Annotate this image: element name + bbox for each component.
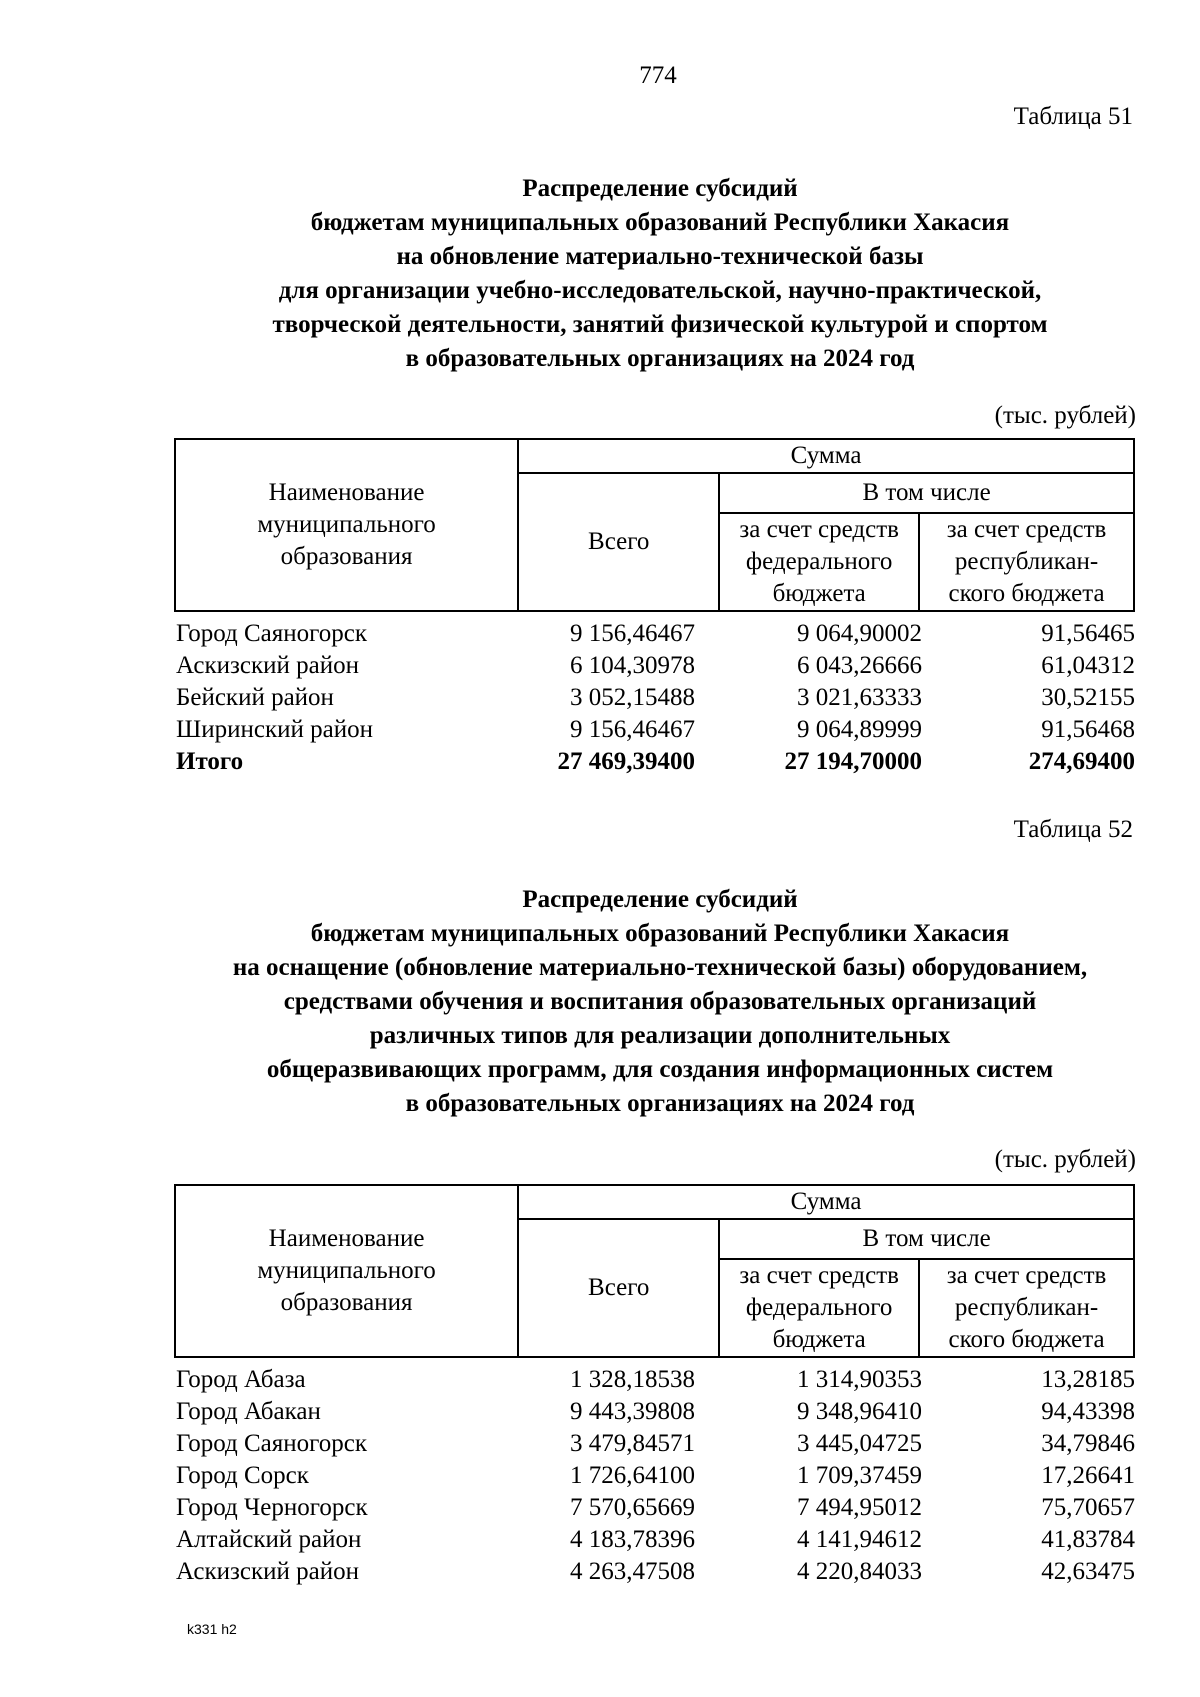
title-line: в образовательных организациях на 2024 год <box>405 1090 915 1117</box>
title-line: бюджетам муниципальных образований Республики Хакасия <box>310 209 1010 236</box>
table-row <box>174 652 1135 684</box>
row-name: Аскизский район <box>176 652 360 679</box>
title-line: в образовательных организациях на 2024 год <box>405 345 915 372</box>
row-total: 4 183,78396 <box>570 1526 695 1553</box>
table-row <box>174 1462 1135 1494</box>
table-row <box>174 1494 1135 1526</box>
title-line: Распределение субсидий <box>522 175 798 202</box>
row-total: 9 156,46467 <box>570 716 695 743</box>
title-line: творческой деятельности, занятий физической культурой и спортом <box>272 311 1048 338</box>
table-row <box>174 1558 1135 1590</box>
table-row <box>174 684 1135 716</box>
row-total: 7 570,65669 <box>570 1494 695 1521</box>
row-federal: 1 709,37459 <box>797 1462 922 1489</box>
row-name: Город Сорск <box>176 1462 309 1489</box>
header-sum: Сумма <box>518 439 1134 473</box>
table-52-header <box>174 1184 1135 1358</box>
row-federal: 3 445,04725 <box>797 1430 922 1457</box>
header-total: Всего <box>518 1219 719 1357</box>
header-including: В том числе <box>719 473 1134 513</box>
title-line: для организации учебно-исследовательской, научно-практической, <box>278 277 1042 304</box>
row-total: 3 052,15488 <box>570 684 695 711</box>
row-name: Город Абаза <box>176 1366 306 1393</box>
page-number: 774 <box>639 62 677 89</box>
row-republican: 94,43398 <box>1041 1398 1135 1425</box>
row-federal: 4 141,94612 <box>797 1526 922 1553</box>
row-federal: 9 348,96410 <box>797 1398 922 1425</box>
table-row <box>174 1526 1135 1558</box>
row-name: Итого <box>176 748 244 775</box>
header-republican: за счет средств республикан-ского бюджета <box>919 1259 1134 1357</box>
title-line: средствами обучения и воспитания образовательных организаций <box>283 988 1037 1015</box>
table-row <box>174 1398 1135 1430</box>
row-total: 1 328,18538 <box>570 1366 695 1393</box>
header-republican: за счет средств республикан-ского бюджета <box>919 513 1134 611</box>
table-51-units: (тыс. рублей) <box>994 402 1136 429</box>
row-federal: 3 021,63333 <box>797 684 922 711</box>
table-52-label: Таблица 52 <box>1013 816 1133 843</box>
row-republican: 91,56465 <box>1041 620 1135 647</box>
title-line: различных типов для реализации дополнительных <box>369 1022 951 1049</box>
table-52-body <box>174 1366 1135 1590</box>
row-republican: 274,69400 <box>1028 748 1135 775</box>
header-name-col: Наименование муниципального образования <box>175 1185 518 1357</box>
row-federal: 9 064,89999 <box>797 716 922 743</box>
row-federal: 27 194,70000 <box>784 748 922 775</box>
table-51-label: Таблица 51 <box>1013 103 1133 130</box>
row-name: Город Саяногорск <box>176 1430 368 1457</box>
header-total: Всего <box>518 473 719 611</box>
table-row <box>174 620 1135 652</box>
table-row <box>174 716 1135 748</box>
header-name-col: Наименование муниципального образования <box>175 439 518 611</box>
row-federal: 9 064,90002 <box>797 620 922 647</box>
title-line: на обновление материально-технической базы <box>396 243 924 270</box>
row-name: Город Черногорск <box>176 1494 368 1521</box>
row-republican: 30,52155 <box>1041 684 1135 711</box>
row-name: Город Абакан <box>176 1398 321 1425</box>
header-federal: за счет средств федерального бюджета <box>719 1259 919 1357</box>
footer-code: k331 h2 <box>187 1621 237 1637</box>
row-total: 27 469,39400 <box>557 748 695 775</box>
row-name: Ширинский район <box>176 716 373 743</box>
title-line: на оснащение (обновление материально-технической базы) оборудованием, <box>232 954 1088 981</box>
table-row <box>174 1366 1135 1398</box>
row-federal: 7 494,95012 <box>797 1494 922 1521</box>
table-total-row <box>174 748 1135 780</box>
row-republican: 13,28185 <box>1041 1366 1135 1393</box>
table-52-units: (тыс. рублей) <box>994 1146 1136 1173</box>
row-total: 9 443,39808 <box>570 1398 695 1425</box>
table-row <box>174 1430 1135 1462</box>
row-republican: 91,56468 <box>1041 716 1135 743</box>
header-including: В том числе <box>719 1219 1134 1259</box>
title-line: бюджетам муниципальных образований Республики Хакасия <box>310 920 1010 947</box>
row-total: 6 104,30978 <box>570 652 695 679</box>
row-federal: 4 220,84033 <box>797 1558 922 1585</box>
row-name: Город Саяногорск <box>176 620 368 647</box>
row-name: Аскизский район <box>176 1558 360 1585</box>
row-federal: 1 314,90353 <box>797 1366 922 1393</box>
row-total: 9 156,46467 <box>570 620 695 647</box>
title-line: Распределение субсидий <box>522 886 798 913</box>
row-total: 4 263,47508 <box>570 1558 695 1585</box>
table-52-title <box>140 883 1180 1121</box>
row-republican: 34,79846 <box>1041 1430 1135 1457</box>
table-51-body <box>174 620 1135 780</box>
row-name: Алтайский район <box>176 1526 362 1553</box>
row-republican: 42,63475 <box>1041 1558 1135 1585</box>
table-51-title <box>140 172 1180 376</box>
table-51-header <box>174 438 1135 612</box>
row-federal: 6 043,26666 <box>797 652 922 679</box>
row-republican: 61,04312 <box>1041 652 1135 679</box>
header-sum: Сумма <box>518 1185 1134 1219</box>
header-federal: за счет средств федерального бюджета <box>719 513 919 611</box>
row-republican: 75,70657 <box>1041 1494 1135 1521</box>
row-name: Бейский район <box>176 684 334 711</box>
row-republican: 41,83784 <box>1041 1526 1135 1553</box>
title-line: общеразвивающих программ, для создания информационных систем <box>266 1056 1054 1083</box>
row-republican: 17,26641 <box>1041 1462 1135 1489</box>
row-total: 1 726,64100 <box>570 1462 695 1489</box>
row-total: 3 479,84571 <box>570 1430 695 1457</box>
